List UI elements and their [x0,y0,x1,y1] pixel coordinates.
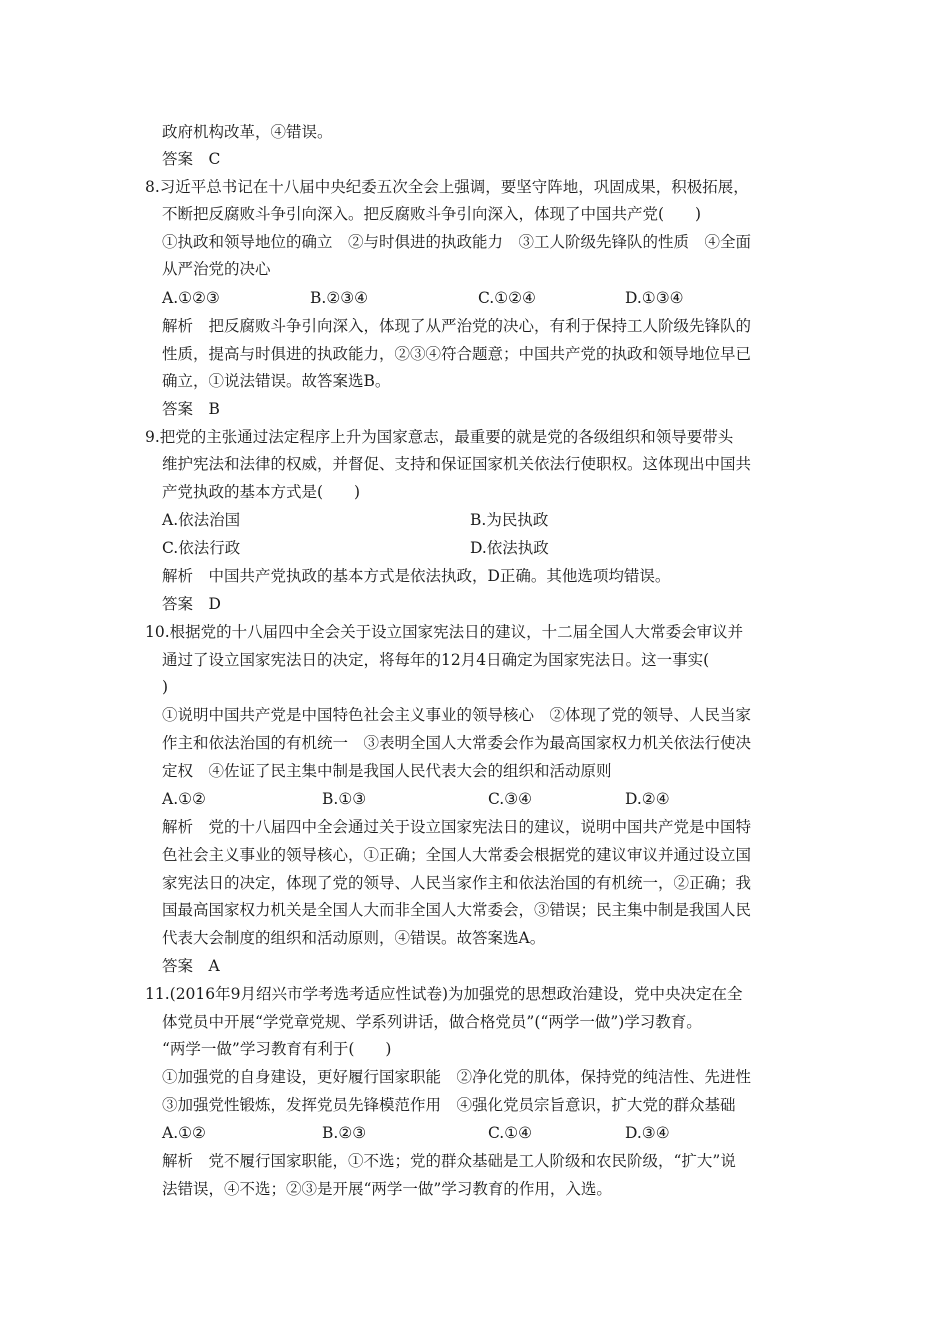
explanation-line: 色社会主义事业的领导核心，①正确；全国人大常委会根据党的建议审议并通过设立国 [162,846,752,864]
answer-line: 答案 C [162,150,221,168]
question-10-items: 定权 ④佐证了民主集中制是我国人民代表大会的组织和活动原则 [162,762,612,780]
answer-line: 答案 D [162,595,221,613]
option-b: B.①③ [322,790,367,808]
question-11-items: ③加强党性锻炼，发挥党员先锋模范作用 ④强化党员宗旨意识，扩大党的群众基础 [162,1096,736,1114]
question-8-stem: 不断把反腐败斗争引向深入。把反腐败斗争引向深入，体现了中国共产党( ) [162,205,702,223]
explanation-line: 代表大会制度的组织和活动原则，④错误。故答案选A。 [162,929,546,947]
option-b: B.②③ [322,1124,367,1142]
question-8-items: ①执政和领导地位的确立 ②与时俱进的执政能力 ③工人阶级先锋队的性质 ④全面 [162,233,752,251]
explanation-line: 解析 党不履行国家职能，①不选；党的群众基础是工人阶级和农民阶级，“扩大”说 [162,1152,736,1170]
option-a: A.①②③ [162,289,220,307]
question-10-stem: ) [162,678,169,696]
explanation-line: 解析 把反腐败斗争引向深入，体现了从严治党的决心，有利于保持工人阶级先锋队的 [162,317,752,335]
explanation-line: 法错误，④不选；②③是开展“两学一做”学习教育的作用，入选。 [162,1180,612,1198]
explanation-line: 性质，提高与时俱进的执政能力，②③④符合题意；中国共产党的执政和领导地位早已 [162,345,752,363]
option-d: D.②④ [625,790,670,808]
option-c: C.①②④ [478,289,536,307]
option-b: B.②③④ [310,289,369,307]
question-8-items: 从严治党的决心 [162,260,271,278]
option-c: C.①④ [488,1124,533,1142]
explanation-line: 国最高国家权力机关是全国人大而非全国人大常委会，③错误；民主集中制是我国人民 [162,901,752,919]
question-11-items: ①加强党的自身建设，更好履行国家职能 ②净化党的肌体，保持党的纯洁性、先进性 [162,1068,752,1086]
option-d: D.依法执政 [470,539,549,557]
text-line: 政府机构改革，④错误。 [162,123,333,141]
question-11-stem: 11.(2016年9月绍兴市学考选考适应性试卷)为加强党的思想政治建设，党中央决定在全 [145,985,743,1003]
question-9-stem: 产党执政的基本方式是( ) [162,483,361,501]
option-c: C.依法行政 [162,539,241,557]
answer-line: 答案 B [162,400,220,418]
option-a: A.依法治国 [162,511,241,529]
question-10-items: ①说明中国共产党是中国特色社会主义事业的领导核心 ②体现了党的领导、人民当家 [162,706,752,724]
explanation-line: 解析 党的十八届四中全会通过关于设立国家宪法日的建议，说明中国共产党是中国特 [162,818,752,836]
question-9-stem: 维护宪法和法律的权威，并督促、支持和保证国家机关依法行使职权。这体现出中国共 [162,455,752,473]
question-11-stem: 体党员中开展“学党章党规、学系列讲话，做合格党员”(“两学一做”)学习教育。 [162,1013,702,1031]
question-8-stem: 8.习近平总书记在十八届中央纪委五次全会上强调，要坚守阵地，巩固成果，积极拓展， [145,178,749,196]
question-9-stem: 9.把党的主张通过法定程序上升为国家意志，最重要的就是党的各级组织和领导要带头 [145,428,734,446]
question-11-stem: “两学一做”学习教育有利于( ) [162,1040,392,1058]
explanation-line: 解析 中国共产党执政的基本方式是依法执政，D正确。其他选项均错误。 [162,567,671,585]
explanation-line: 家宪法日的决定，体现了党的领导、人民当家作主和依法治国的有机统一，②正确；我 [162,874,752,892]
question-10-items: 作主和依法治国的有机统一 ③表明全国人大常委会作为最高国家权力机关依法行使决 [162,734,752,752]
option-d: D.①③④ [625,289,684,307]
option-b: B.为民执政 [470,511,549,529]
option-a: A.①② [162,1124,206,1142]
explanation-line: 确立，①说法错误。故答案选B。 [162,372,391,390]
option-a: A.①② [162,790,206,808]
answer-line: 答案 A [162,957,220,975]
option-d: D.③④ [625,1124,670,1142]
option-c: C.③④ [488,790,533,808]
question-10-stem: 通过了设立国家宪法日的决定，将每年的12月4日确定为国家宪法日。这一事实( [162,651,710,669]
question-10-stem: 10.根据党的十八届四中全会关于设立国家宪法日的建议，十二届全国人大常委会审议并 [145,623,744,641]
